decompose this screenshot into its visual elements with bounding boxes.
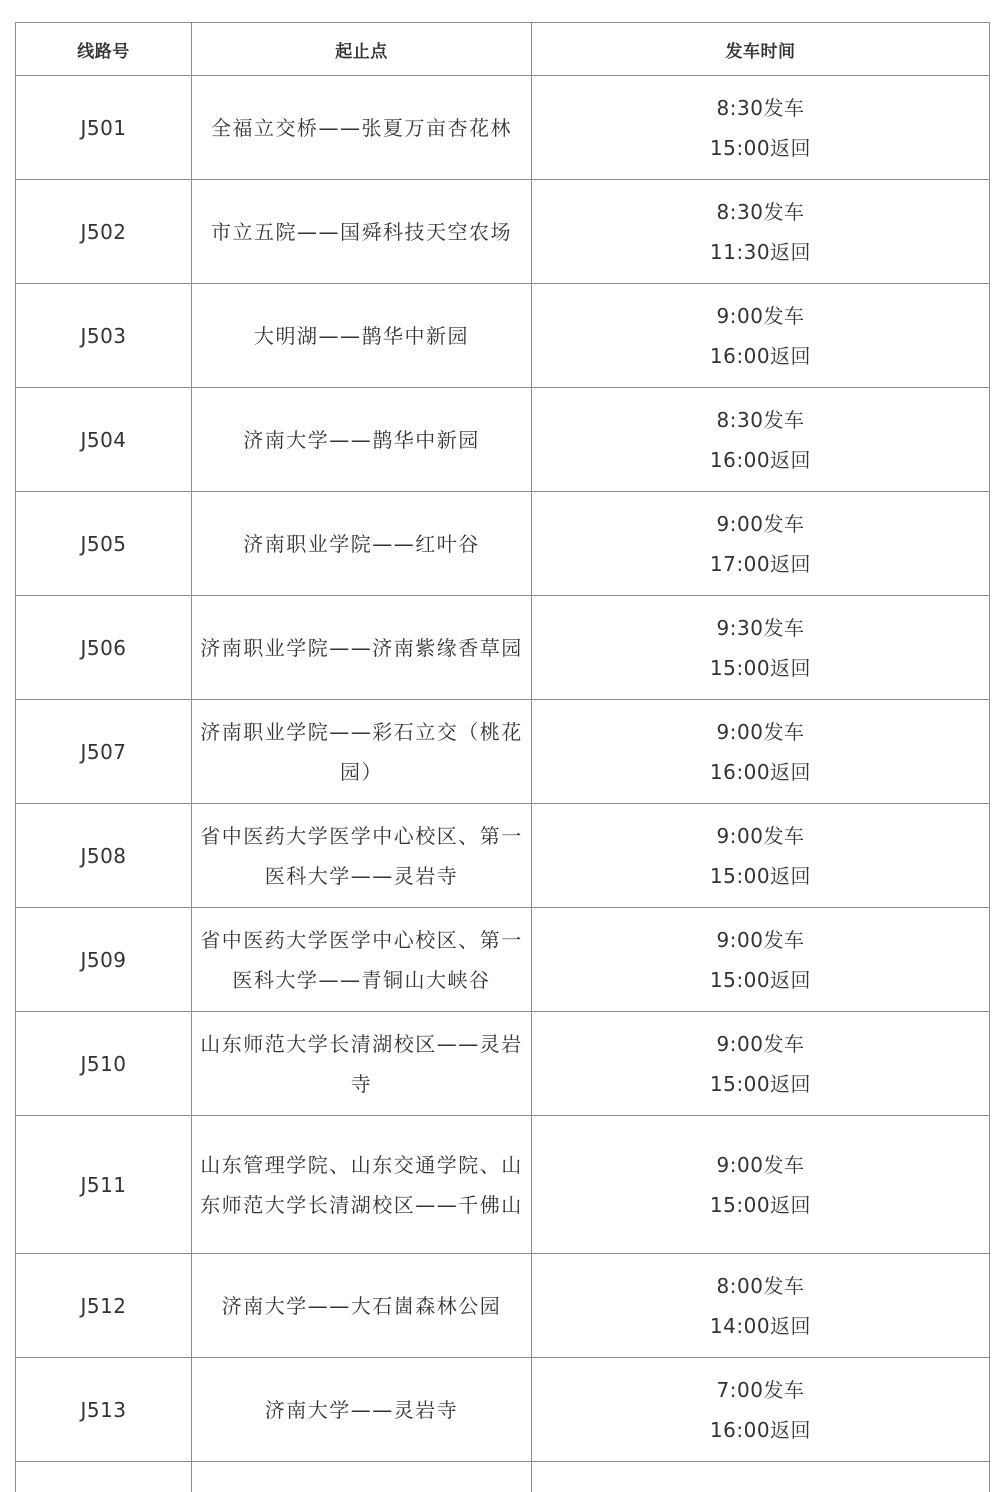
time-cell (532, 76, 990, 180)
return-time: 16:00返回 (532, 336, 989, 376)
route-cell: 济南大学——大石崮森林公园 (192, 1254, 532, 1358)
line-number-cell: J513 (16, 1358, 192, 1462)
time-cell (532, 388, 990, 492)
depart-time: 9:00发车 (532, 1024, 989, 1064)
table-row (16, 1116, 990, 1254)
return-time: 16:00返回 (532, 752, 989, 792)
depart-time: 9:30发车 (532, 608, 989, 648)
depart-time: 9:00发车 (532, 1145, 989, 1185)
time-cell (532, 804, 990, 908)
table-header-row (16, 23, 990, 76)
line-number-cell: J501 (16, 76, 192, 180)
time-cell (532, 284, 990, 388)
route-cell: 济南职业学院——红叶谷 (192, 492, 532, 596)
return-time: 15:00返回 (532, 648, 989, 688)
line-number-cell: J511 (16, 1116, 192, 1254)
depart-time: 7:00发车 (532, 1370, 989, 1410)
time-cell (532, 1012, 990, 1116)
line-number-cell: J503 (16, 284, 192, 388)
empty-cell (16, 1462, 192, 1492)
line-number-cell: J510 (16, 1012, 192, 1116)
line-number-cell: J506 (16, 596, 192, 700)
time-cell (532, 492, 990, 596)
empty-cell (532, 1462, 990, 1492)
time-cell (532, 1254, 990, 1358)
route-cell: 济南职业学院——彩石立交（桃花园） (192, 700, 532, 804)
line-number-cell: J507 (16, 700, 192, 804)
depart-time: 9:00发车 (532, 920, 989, 960)
return-time: 15:00返回 (532, 856, 989, 896)
line-number-cell: J512 (16, 1254, 192, 1358)
line-number-cell: J505 (16, 492, 192, 596)
depart-time: 9:00发车 (532, 504, 989, 544)
return-time: 15:00返回 (532, 1064, 989, 1104)
depart-time: 8:30发车 (532, 400, 989, 440)
depart-time: 8:00发车 (532, 1266, 989, 1306)
table-row (16, 76, 990, 180)
time-cell (532, 180, 990, 284)
depart-time: 8:30发车 (532, 88, 989, 128)
route-cell: 省中医药大学医学中心校区、第一医科大学——灵岩寺 (192, 804, 532, 908)
route-cell: 大明湖——鹊华中新园 (192, 284, 532, 388)
table-row (16, 1358, 990, 1462)
table-row (16, 596, 990, 700)
route-cell: 市立五院——国舜科技天空农场 (192, 180, 532, 284)
line-number-cell: J502 (16, 180, 192, 284)
table-row (16, 284, 990, 388)
table-row (16, 492, 990, 596)
depart-time: 9:00发车 (532, 296, 989, 336)
return-time: 17:00返回 (532, 544, 989, 584)
route-cell: 济南大学——鹊华中新园 (192, 388, 532, 492)
time-cell (532, 1358, 990, 1462)
table-row (16, 700, 990, 804)
line-number-cell: J508 (16, 804, 192, 908)
table-row (16, 180, 990, 284)
time-cell (532, 596, 990, 700)
table-row (16, 1012, 990, 1116)
return-time: 15:00返回 (532, 1185, 989, 1225)
header-departure-time: 发车时间 (532, 23, 990, 76)
depart-time: 9:00发车 (532, 712, 989, 752)
header-line-number: 线路号 (16, 23, 192, 76)
return-time: 16:00返回 (532, 1410, 989, 1450)
table-row (16, 388, 990, 492)
table-row-partial (16, 1462, 990, 1492)
return-time: 11:30返回 (532, 232, 989, 272)
time-cell (532, 908, 990, 1012)
time-cell (532, 700, 990, 804)
return-time: 15:00返回 (532, 128, 989, 168)
return-time: 16:00返回 (532, 440, 989, 480)
table-row (16, 804, 990, 908)
bus-schedule-table (15, 22, 990, 1492)
time-cell (532, 1116, 990, 1254)
route-cell: 全福立交桥——张夏万亩杏花林 (192, 76, 532, 180)
depart-time: 9:00发车 (532, 816, 989, 856)
route-cell: 济南大学——灵岩寺 (192, 1358, 532, 1462)
depart-time: 8:30发车 (532, 192, 989, 232)
line-number-cell: J504 (16, 388, 192, 492)
empty-cell (192, 1462, 532, 1492)
route-cell: 山东管理学院、山东交通学院、山东师范大学长清湖校区——千佛山 (192, 1116, 532, 1254)
route-cell: 山东师范大学长清湖校区——灵岩寺 (192, 1012, 532, 1116)
table-row (16, 1254, 990, 1358)
return-time: 14:00返回 (532, 1306, 989, 1346)
route-cell: 省中医药大学医学中心校区、第一医科大学——青铜山大峡谷 (192, 908, 532, 1012)
table-row (16, 908, 990, 1012)
return-time: 15:00返回 (532, 960, 989, 1000)
line-number-cell: J509 (16, 908, 192, 1012)
header-route: 起止点 (192, 23, 532, 76)
route-cell: 济南职业学院——济南紫缘香草园 (192, 596, 532, 700)
